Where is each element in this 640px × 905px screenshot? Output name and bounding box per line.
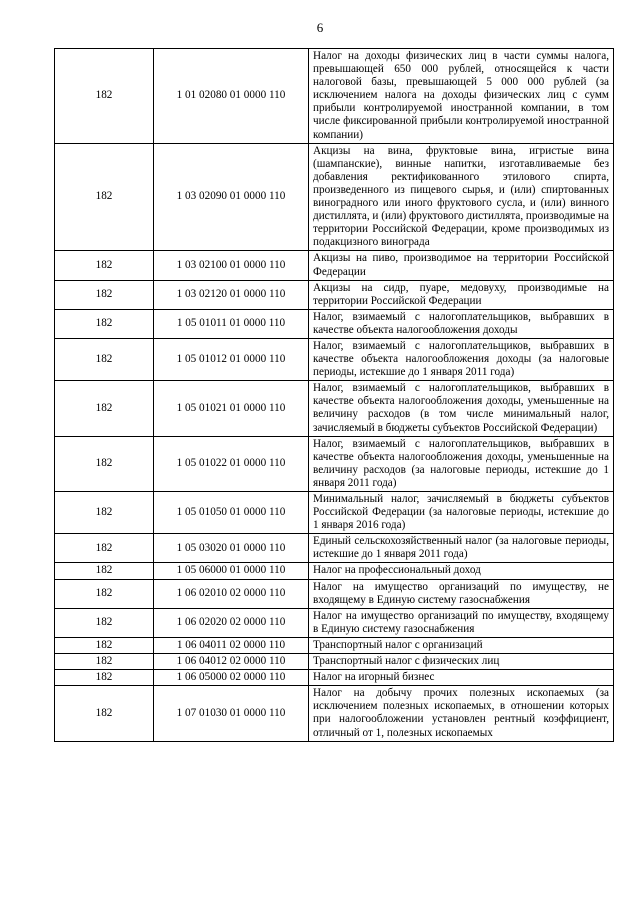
revenue-name-cell: Налог на игорный бизнес — [309, 670, 614, 686]
budget-code-cell: 1 05 01011 01 0000 110 — [154, 309, 309, 338]
budget-code-cell: 1 05 01022 01 0000 110 — [154, 436, 309, 491]
revenue-name-cell: Транспортный налог с организаций — [309, 637, 614, 653]
table-row — [55, 251, 614, 280]
table-row — [55, 579, 614, 608]
table-body — [55, 49, 614, 742]
admin-code-cell: 182 — [55, 534, 154, 563]
budget-code-cell: 1 05 01012 01 0000 110 — [154, 338, 309, 380]
admin-code-cell: 182 — [55, 579, 154, 608]
table-row — [55, 654, 614, 670]
page-number: 6 — [316, 20, 324, 35]
table-row — [55, 686, 614, 741]
table-row — [55, 492, 614, 534]
admin-code-cell: 182 — [55, 280, 154, 309]
admin-code-cell: 182 — [55, 686, 154, 741]
table-row — [55, 670, 614, 686]
budget-code-cell: 1 05 03020 01 0000 110 — [154, 534, 309, 563]
budget-code-cell: 1 06 04011 02 0000 110 — [154, 637, 309, 653]
budget-code-cell: 1 03 02120 01 0000 110 — [154, 280, 309, 309]
table-row — [55, 563, 614, 579]
revenue-name-cell: Налог на доходы физических лиц в части суммы налога, превышающей 650 000 рублей, относящейся к части налоговой базы, превышающей 5 000 000 рублей (за исключением налога на доходы физических лиц с сумм прибыли контролируемой иностранной компании, в том числе фиксированной прибыли контролируемой иностранной компании) — [309, 49, 614, 144]
budget-code-cell: 1 07 01030 01 0000 110 — [154, 686, 309, 741]
revenue-name-cell: Налог, взимаемый с налогоплательщиков, выбравших в качестве объекта налогообложения доходы, уменьшенные на величину расходов (в том числе минимальный налог, зачисляемый в бюджеты субъектов Российской Федерации) — [309, 381, 614, 436]
table-row — [55, 338, 614, 380]
table-row — [55, 309, 614, 338]
budget-code-cell: 1 05 01021 01 0000 110 — [154, 381, 309, 436]
revenue-name-cell: Акцизы на вина, фруктовые вина, игристые вина (шампанские), винные напитки, изготавливаемые без добавления ректификованного этилового спирта, произведенного из пищевого сырья, и (или) спиртованных виноградного или иного фруктового сусла, и (или) винного дистиллята, и (или) фруктового дистиллята, производимые на территории Российской Федерации, кроме производимых из подакцизного винограда — [309, 143, 614, 251]
revenue-name-cell: Налог, взимаемый с налогоплательщиков, выбравших в качестве объекта налогообложения доходы — [309, 309, 614, 338]
table-row — [55, 49, 614, 144]
revenue-name-cell: Минимальный налог, зачисляемый в бюджеты субъектов Российской Федерации (за налоговые периоды, истекшие до 1 января 2016 года) — [309, 492, 614, 534]
admin-code-cell: 182 — [55, 338, 154, 380]
revenue-name-cell: Акцизы на пиво, производимое на территории Российской Федерации — [309, 251, 614, 280]
table-row — [55, 436, 614, 491]
admin-code-cell: 182 — [55, 670, 154, 686]
revenue-codes-table — [54, 48, 614, 742]
budget-code-cell: 1 03 02090 01 0000 110 — [154, 143, 309, 251]
admin-code-cell: 182 — [55, 251, 154, 280]
table-row — [55, 608, 614, 637]
budget-code-cell: 1 03 02100 01 0000 110 — [154, 251, 309, 280]
revenue-name-cell: Налог на имущество организаций по имуществу, входящему в Единую систему газоснабжения — [309, 608, 614, 637]
revenue-name-cell: Налог на добычу прочих полезных ископаемых (за исключением полезных ископаемых, в отношении которых при налогообложении установлен рентный коэффициент, отличный от 1, полезных ископаемых — [309, 686, 614, 741]
revenue-name-cell: Налог, взимаемый с налогоплательщиков, выбравших в качестве объекта налогообложения доходы (за налоговые периоды, истекшие до 1 января 2011 года) — [309, 338, 614, 380]
budget-code-cell: 1 05 01050 01 0000 110 — [154, 492, 309, 534]
budget-code-cell: 1 06 05000 02 0000 110 — [154, 670, 309, 686]
revenue-name-cell: Налог на имущество организаций по имуществу, не входящему в Единую систему газоснабжения — [309, 579, 614, 608]
revenue-name-cell: Единый сельскохозяйственный налог (за налоговые периоды, истекшие до 1 января 2011 года) — [309, 534, 614, 563]
revenue-name-cell: Налог на профессиональный доход — [309, 563, 614, 579]
budget-code-cell: 1 06 02020 02 0000 110 — [154, 608, 309, 637]
revenue-name-cell: Акцизы на сидр, пуаре, медовуху, производимые на территории Российской Федерации — [309, 280, 614, 309]
table-row — [55, 534, 614, 563]
budget-code-cell: 1 06 02010 02 0000 110 — [154, 579, 309, 608]
budget-code-cell: 1 01 02080 01 0000 110 — [154, 49, 309, 144]
admin-code-cell: 182 — [55, 608, 154, 637]
revenue-name-cell: Налог, взимаемый с налогоплательщиков, выбравших в качестве объекта налогообложения доходы, уменьшенные на величину расходов (за налоговые периоды, истекшие до 1 января 2011 года) — [309, 436, 614, 491]
admin-code-cell: 182 — [55, 49, 154, 144]
table-row — [55, 381, 614, 436]
admin-code-cell: 182 — [55, 492, 154, 534]
admin-code-cell: 182 — [55, 563, 154, 579]
admin-code-cell: 182 — [55, 143, 154, 251]
table-row — [55, 637, 614, 653]
admin-code-cell: 182 — [55, 436, 154, 491]
revenue-name-cell: Транспортный налог с физических лиц — [309, 654, 614, 670]
admin-code-cell: 182 — [55, 309, 154, 338]
admin-code-cell: 182 — [55, 637, 154, 653]
admin-code-cell: 182 — [55, 381, 154, 436]
table-row — [55, 143, 614, 251]
table-row — [55, 280, 614, 309]
budget-code-cell: 1 06 04012 02 0000 110 — [154, 654, 309, 670]
admin-code-cell: 182 — [55, 654, 154, 670]
budget-code-cell: 1 05 06000 01 0000 110 — [154, 563, 309, 579]
